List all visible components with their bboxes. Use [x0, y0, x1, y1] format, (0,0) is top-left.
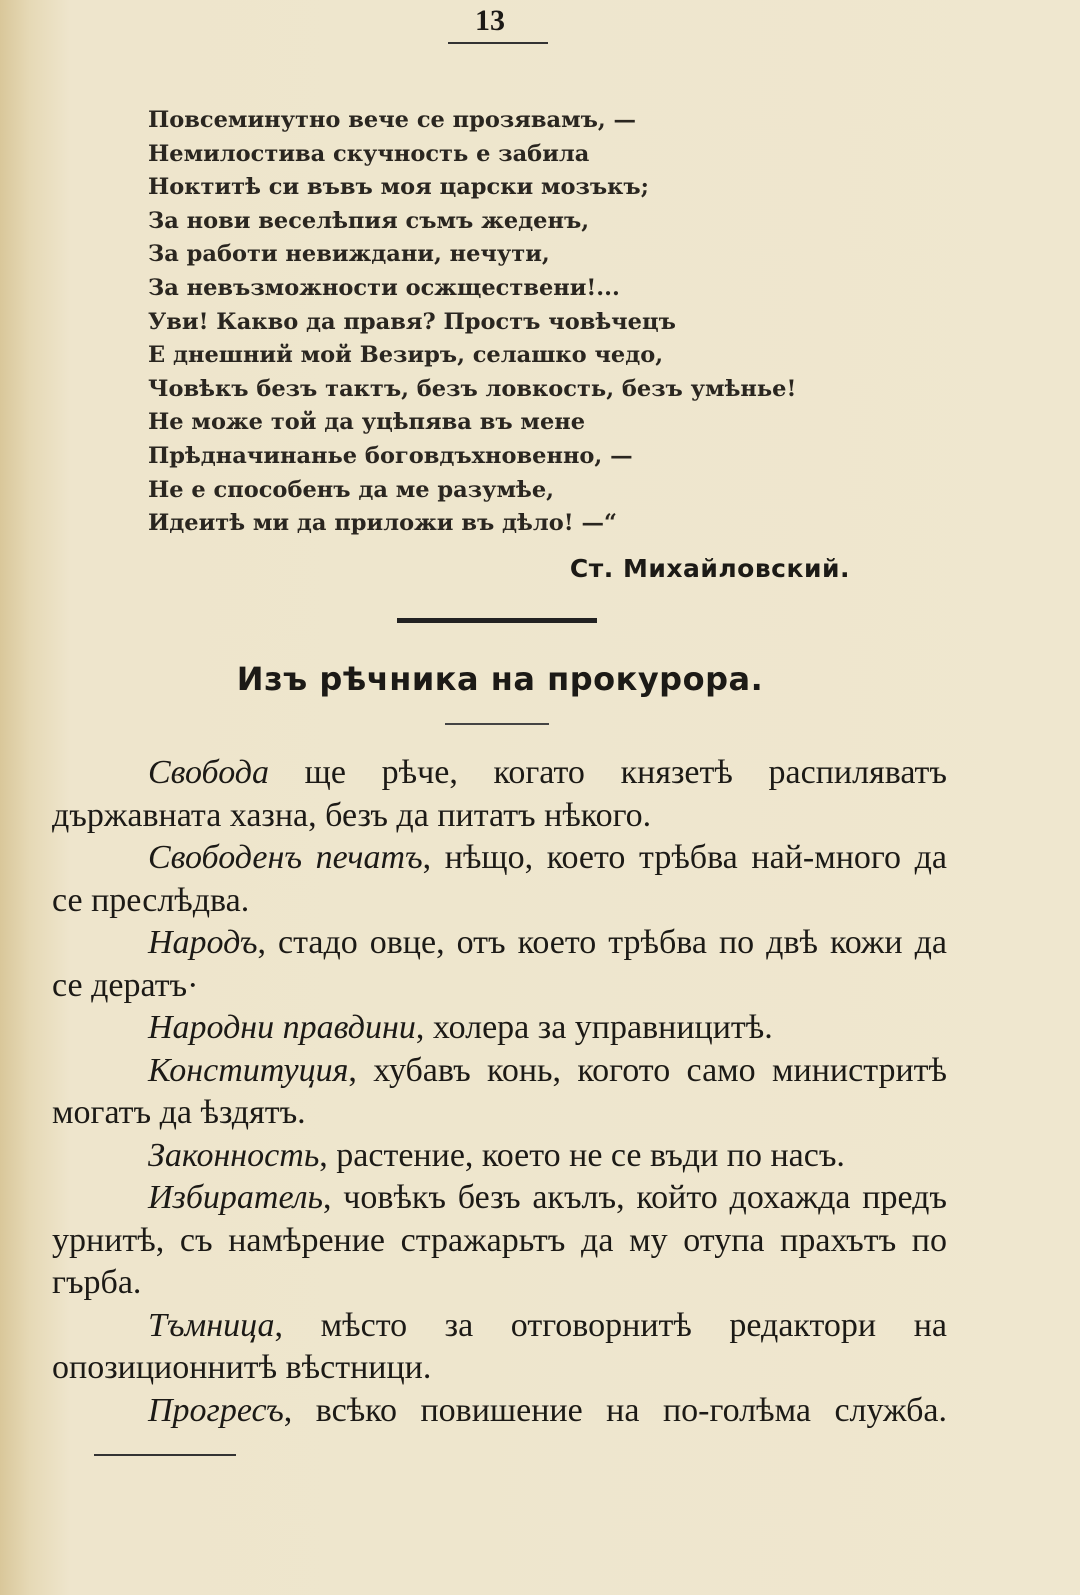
- dictionary-entry: [52, 1390, 947, 1475]
- entry-definition: , холера за управницитѣ.: [415, 1009, 773, 1046]
- dictionary-entry: [52, 922, 947, 1007]
- dictionary-entries: [52, 752, 947, 1475]
- dictionary-entry: [52, 752, 947, 837]
- entry-definition: , човѣкъ безъ акълъ, който дохажда предъ урнитѣ, съ намѣрение стражарьтъ да му отупа прахътъ по гърба.: [52, 1179, 947, 1301]
- dictionary-entry: [52, 1177, 947, 1305]
- entry-term: Народъ: [148, 924, 258, 961]
- poem-line: Ноктитѣ си въвъ моя царски мозъкъ;: [148, 174, 649, 201]
- end-rule: [94, 1454, 236, 1456]
- poem-line: Немилостива скучность е забила: [148, 140, 590, 167]
- poem-line: Човѣкъ безъ тактъ, безъ ловкость, безъ умѣнье!: [148, 375, 797, 402]
- poem-line: Повсеминутно вече се прозявамъ, —: [148, 107, 637, 133]
- poem-line: За работи невиждани, нечути,: [148, 241, 550, 268]
- dictionary-entry: [52, 1007, 947, 1050]
- entry-term: Конституция: [148, 1051, 349, 1089]
- dictionary-entry: [52, 837, 947, 922]
- entry-term: Народни правдини: [148, 1009, 416, 1046]
- entry-term: Свобода: [148, 754, 269, 791]
- poem-line: Не може той да уцѣпява въ мене: [148, 409, 586, 436]
- section-divider: [397, 618, 597, 623]
- entry-definition: , хубавъ конь, когото само министритѣ могатъ да ѣздятъ.: [52, 1051, 947, 1131]
- poem-signature: Ст. Михайловский.: [569, 554, 850, 583]
- entry-definition: , всѣко повишение на по-голѣма служба.: [283, 1391, 947, 1429]
- title-underline: [445, 723, 549, 725]
- entry-definition: ще рѣче, когато князетѣ распиляватъ държавната хазна, безъ да питатъ нѣкого.: [52, 754, 947, 834]
- poem-line: Е днешний мой Везиръ, селашко чедо,: [148, 342, 664, 369]
- entry-term: Законность: [148, 1136, 320, 1174]
- section-title: Изъ рѣчника на прокурора.: [236, 660, 764, 698]
- dictionary-entry: [52, 1305, 947, 1390]
- entry-term: Тъмница: [148, 1306, 275, 1344]
- poem-line: Не е способенъ да ме разумѣе,: [148, 476, 555, 503]
- page-number-rule: [448, 42, 548, 44]
- dictionary-entry: [52, 1135, 947, 1178]
- poem-line: Идеитѣ ми да приложи въ дѣло! —“: [148, 510, 617, 537]
- entry-definition: , нѣщо, което трѣбва най-много да се преслѣдва.: [52, 839, 948, 919]
- entry-term: Свободенъ печатъ: [148, 839, 423, 876]
- page-number: 13: [475, 4, 505, 37]
- entry-definition: , стадо овце, отъ което трѣбва по двѣ кожи да се дератъ·: [52, 924, 947, 1004]
- poem-line: Прѣдначинанье боговдъхновенно, —: [148, 442, 633, 469]
- poem-line: За невъзможности осжществени!...: [148, 274, 620, 301]
- poem-line: За нови веселѣпия съмъ жеденъ,: [148, 207, 590, 234]
- entry-definition: , растение, което не се въди по насъ.: [319, 1136, 845, 1174]
- entry-definition: , мѣсто за отговорнитѣ редактори на опозиционнитѣ вѣстници.: [52, 1306, 947, 1386]
- dictionary-entry: [52, 1050, 947, 1135]
- entry-term: Избиратель: [148, 1179, 324, 1216]
- entry-term: Прогресъ: [148, 1391, 284, 1429]
- poem-line: Уви! Какво да правя? Простъ човѣчецъ: [148, 308, 676, 335]
- poem: [148, 104, 908, 541]
